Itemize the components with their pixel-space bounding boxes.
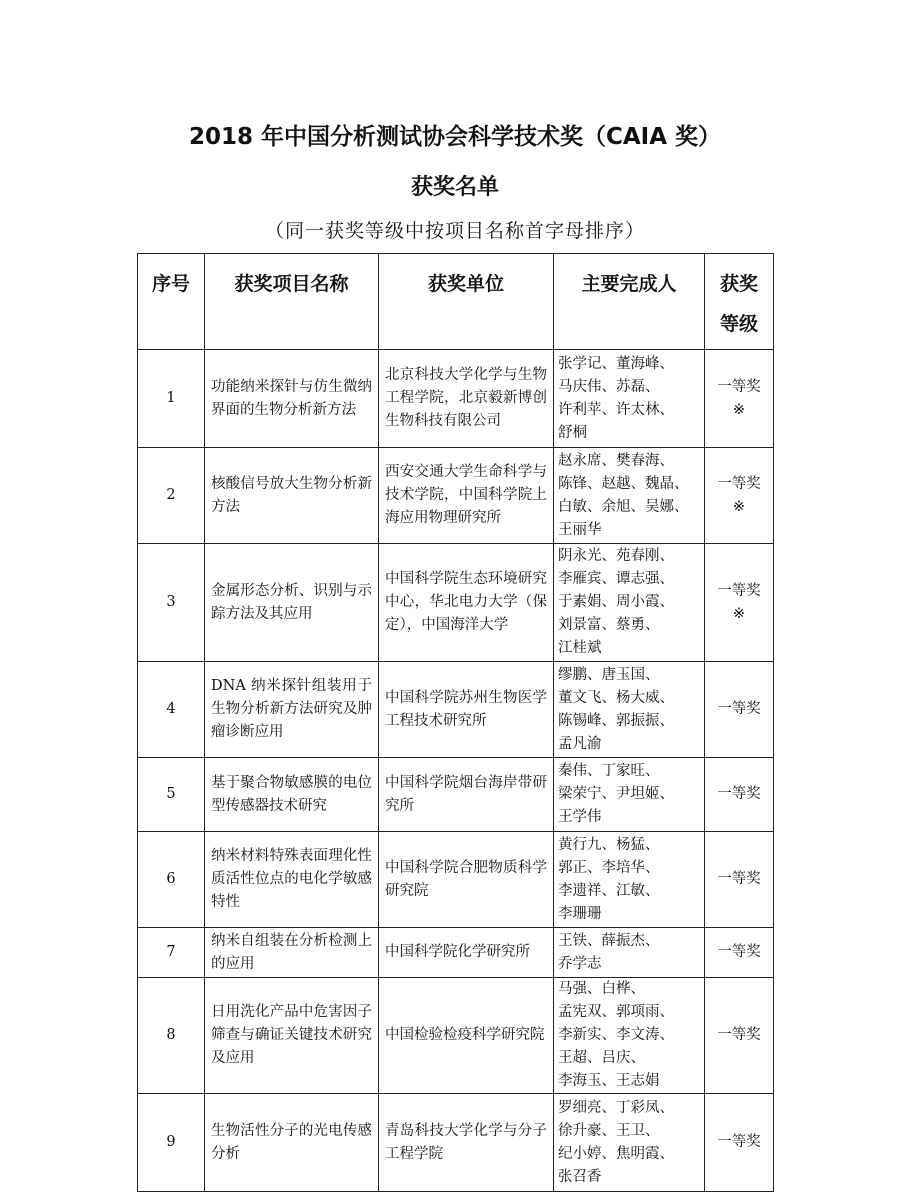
table-row	[138, 544, 774, 662]
award-level-label: 一等奖	[717, 475, 761, 492]
contributor-line: 孟宪双、郭项雨、	[558, 1004, 674, 1020]
row-number: 6	[138, 832, 205, 928]
header-row	[138, 254, 774, 350]
main-contributors	[554, 978, 705, 1094]
contributor-line: 马庆伟、苏磊、	[558, 378, 660, 395]
table-row	[138, 978, 774, 1094]
table-row	[138, 832, 774, 928]
award-unit: 中国科学院烟台海岸带研究所	[379, 758, 554, 832]
contributor-line: 罗细亮、丁彩凤、	[558, 1099, 674, 1116]
contributor-line: 马强、白桦、	[558, 981, 645, 997]
contributor-line: 郭正、李培华、	[558, 859, 660, 876]
main-contributors	[554, 350, 705, 448]
contributor-line: 李海玉、王志娟	[558, 1073, 660, 1089]
main-contributors	[554, 928, 705, 978]
contributor-line: 白敏、余旭、吴娜、	[558, 498, 689, 515]
award-level	[705, 350, 774, 448]
award-level-label: 一等奖	[717, 944, 761, 960]
main-contributors	[554, 1094, 705, 1192]
row-number: 9	[138, 1094, 205, 1192]
award-level-label: 一等奖	[717, 871, 761, 887]
row-number: 4	[138, 662, 205, 758]
table-row	[138, 350, 774, 448]
contributor-line: 董文飞、杨大威、	[558, 689, 674, 706]
award-unit: 中国科学院合肥物质科学研究院	[379, 832, 554, 928]
header-level-line1: 获奖	[719, 273, 758, 295]
contributor-line: 阴永光、苑春刚、	[558, 548, 674, 564]
award-level	[705, 448, 774, 544]
contributor-line: 孟凡渝	[558, 735, 602, 752]
award-level	[705, 1094, 774, 1192]
project-name: DNA 纳米探针组装用于生物分析新方法研究及肿瘤诊断应用	[205, 662, 379, 758]
row-number: 7	[138, 928, 205, 978]
award-level	[705, 544, 774, 662]
header-level-line2: 等级	[719, 313, 758, 335]
award-unit: 中国科学院化学研究所	[379, 928, 554, 978]
award-unit: 中国科学院苏州生物医学工程技术研究所	[379, 662, 554, 758]
contributor-line: 于素娟、周小霞、	[558, 594, 674, 610]
contributor-line: 李雁宾、谭志强、	[558, 571, 674, 587]
award-level-label: 一等奖	[717, 378, 761, 395]
main-contributors	[554, 448, 705, 544]
contributor-line: 陈锡峰、郭振振、	[558, 712, 674, 729]
award-level	[705, 758, 774, 832]
contributor-line: 缪鹏、唐玉国、	[558, 666, 660, 683]
contributor-line: 许利苹、许太林、	[558, 401, 674, 418]
contributor-line: 张召香	[558, 1168, 602, 1185]
contributor-line: 李遗祥、江敏、	[558, 882, 660, 899]
contributor-line: 王丽华	[558, 521, 602, 538]
award-mark: ※	[732, 401, 746, 418]
project-name: 基于聚合物敏感膜的电位型传感器技术研究	[205, 758, 379, 832]
header-project: 获奖项目名称	[205, 254, 379, 350]
row-number: 5	[138, 758, 205, 832]
main-contributors	[554, 662, 705, 758]
contributor-line: 乔学志	[558, 955, 602, 972]
contributor-line: 张学记、董海峰、	[558, 355, 674, 372]
row-number: 1	[138, 350, 205, 448]
project-name: 功能纳米探针与仿生微纳界面的生物分析新方法	[205, 350, 379, 448]
awards-table	[137, 253, 774, 1192]
header-level	[705, 254, 774, 350]
table-row	[138, 758, 774, 832]
main-contributors	[554, 544, 705, 662]
contributor-line: 李新实、李文涛、	[558, 1027, 674, 1043]
document-title: 2018 年中国分析测试协会科学技术奖（CAIA 奖）	[188, 124, 722, 150]
contributor-line: 黄行九、杨猛、	[558, 836, 660, 853]
contributor-line: 纪小婷、焦明霞、	[558, 1145, 674, 1162]
row-number: 8	[138, 978, 205, 1094]
table-row	[138, 928, 774, 978]
project-name: 金属形态分析、识别与示踪方法及其应用	[205, 544, 379, 662]
award-level	[705, 928, 774, 978]
contributor-line: 徐升豪、王卫、	[558, 1122, 660, 1139]
row-number: 2	[138, 448, 205, 544]
project-name: 纳米自组装在分析检测上的应用	[205, 928, 379, 978]
contributor-line: 陈锋、赵越、魏晶、	[558, 475, 689, 492]
award-level	[705, 662, 774, 758]
contributor-line: 舒桐	[558, 424, 587, 441]
project-name: 日用洗化产品中危害因子筛查与确证关键技术研究及应用	[205, 978, 379, 1094]
document-subtitle: 获奖名单	[410, 175, 499, 200]
award-level-label: 一等奖	[717, 786, 761, 802]
contributor-line: 王超、吕庆、	[558, 1050, 645, 1066]
table-row	[138, 1094, 774, 1192]
sort-note: （同一获奖等级中按项目名称首字母排序）	[264, 220, 645, 242]
contributor-line: 赵永席、樊春海、	[558, 452, 674, 469]
award-unit: 中国科学院生态环境研究中心，华北电力大学（保定），中国海洋大学	[379, 544, 554, 662]
contributor-line: 李珊珊	[558, 905, 602, 922]
project-name: 生物活性分子的光电传感分析	[205, 1094, 379, 1192]
project-name: 纳米材料特殊表面理化性质活性位点的电化学敏感特性	[205, 832, 379, 928]
main-contributors	[554, 758, 705, 832]
award-unit: 北京科技大学化学与生物工程学院，北京毅新博创生物科技有限公司	[379, 350, 554, 448]
table-row	[138, 448, 774, 544]
contributor-line: 王铁、薛振杰、	[558, 932, 660, 949]
header-no: 序号	[138, 254, 205, 350]
header-people: 主要完成人	[554, 254, 705, 350]
row-number: 3	[138, 544, 205, 662]
award-level	[705, 832, 774, 928]
award-unit: 中国检验检疫科学研究院	[379, 978, 554, 1094]
contributor-line: 秦伟、丁家旺、	[558, 763, 660, 779]
award-level-label: 一等奖	[717, 701, 761, 717]
award-mark: ※	[732, 605, 746, 622]
table-row	[138, 662, 774, 758]
award-unit: 青岛科技大学化学与分子工程学院	[379, 1094, 554, 1192]
main-contributors	[554, 832, 705, 928]
contributor-line: 王学伟	[558, 809, 602, 825]
award-mark: ※	[732, 498, 746, 515]
project-name: 核酸信号放大生物分析新方法	[205, 448, 379, 544]
contributor-line: 江桂斌	[558, 640, 602, 656]
award-level-label: 一等奖	[717, 1027, 761, 1043]
header-unit: 获奖单位	[379, 254, 554, 350]
contributor-line: 刘景富、蔡勇、	[558, 617, 660, 633]
award-unit: 西安交通大学生命科学与技术学院，中国科学院上海应用物理研究所	[379, 448, 554, 544]
award-level	[705, 978, 774, 1094]
contributor-line: 梁荣宁、尹坦姬、	[558, 786, 674, 802]
award-level-label: 一等奖	[717, 582, 761, 599]
award-level-label: 一等奖	[717, 1134, 761, 1150]
